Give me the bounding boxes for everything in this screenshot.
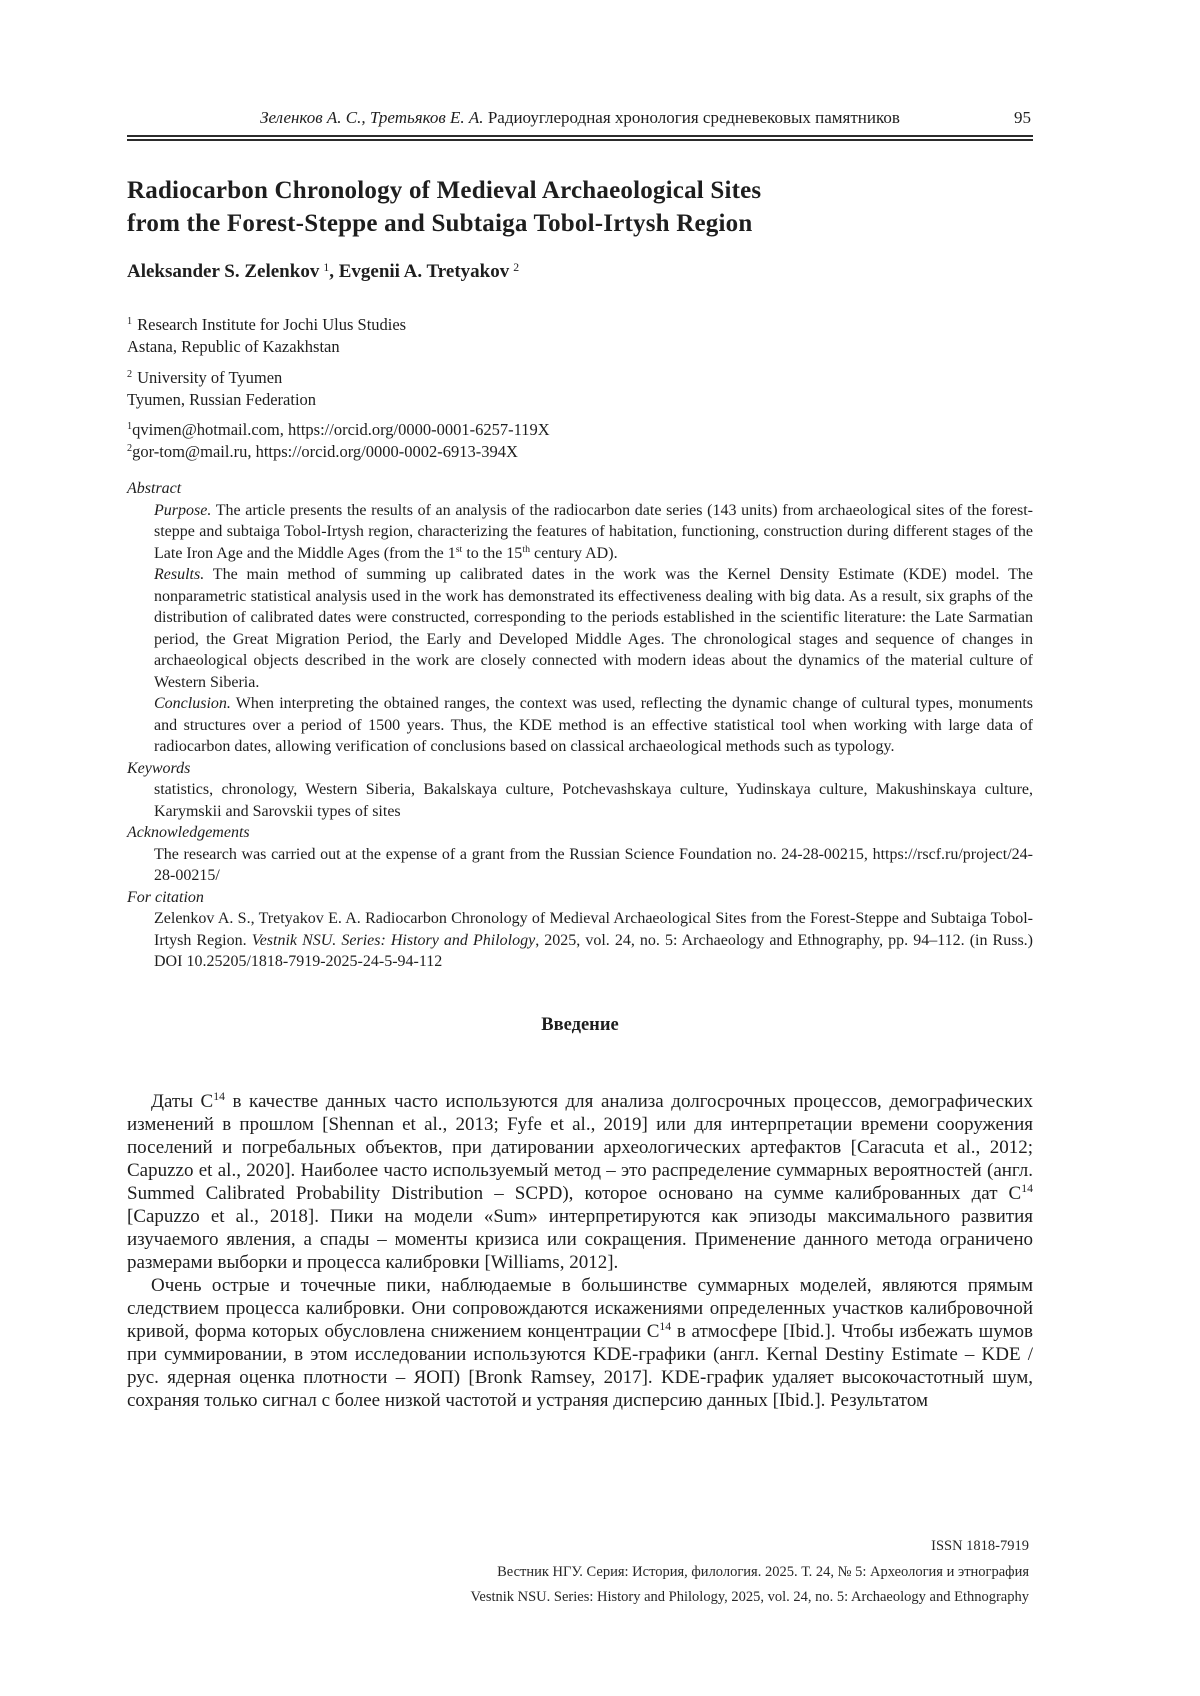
author-2-affiliation-marker: 2 xyxy=(513,260,520,274)
running-head xyxy=(127,108,1033,128)
author-1-affiliation-marker: 1 xyxy=(323,260,330,274)
affiliation-1 xyxy=(127,314,1033,358)
keywords-label: Keywords xyxy=(127,759,191,777)
contacts-block xyxy=(127,419,1033,463)
p1-text-1: Даты C xyxy=(151,1090,214,1112)
affiliation-2-place: Tyumen, Russian Federation xyxy=(127,390,317,409)
p1-text-3: [Capuzzo et al., 2018]. Пики на модели «Sum» интерпретируются как эпизоды максимального развития изучаемого явления, а спады – моменты кризиса или сокращения. Применение данного метода ограничено размерами выборки и процесса калибровки [Williams, 2012]. xyxy=(127,1205,1033,1273)
header-rule xyxy=(127,135,1033,141)
p2-text-1: Очень острые и точечные пики, наблюдаемые в большинстве суммарных моделей, являются прямым следствием процесса калибровки. Они сопровождаются искажениями определенных участков калибровочной кривой, форма которых обусловлена снижением концентрации C xyxy=(127,1274,1033,1342)
article-title xyxy=(127,174,1033,240)
contact-2 xyxy=(127,441,1033,463)
purpose-text-2: to the 15 xyxy=(462,544,523,562)
results-text: The main method of summing up calibrated dates in the work was the Kernel Density Estimate (KDE) model. The nonparametric statistical analysis used in the work has demonstrated its effectiveness dealing with big data. As a result, six graphs of the distribution of calibrated dates were constructed, corresponding to the periods established in the scientific literature: the Late Sarmatian period, the Great Migration Period, the Early and Developed Middle Ages. The chronological stages and sequence of changes in archaeological objects described in the work are closely connected with modern ideas about the dynamics of the material culture of Western Siberia. xyxy=(154,566,1033,691)
purpose-text-3: century AD). xyxy=(530,544,618,562)
c14-superscript: 14 xyxy=(213,1090,225,1104)
p2-text-2: в атмосфере [Ibid.]. Чтобы избежать шумов при суммировании, в этом исследовании используются KDE-графики (англ. Kernal Destiny Estimate – KDE / рус. ядерная оценка плотности – ЯОП) [Bronk Ramsey, 2017]. KDE-график удаляет высокочастотный шум, сохраняя только сигнал с более низкой частотой и устраняя дисперсию данных [Ibid.]. Результатом xyxy=(127,1320,1033,1411)
citation-journal-title: Vestnik NSU. Series: History and Philology xyxy=(251,931,536,949)
footer-journal-ru: Вестник НГУ. Серия: История, филология. 2025. Т. 24, № 5: Археология и этнография xyxy=(497,1563,1029,1580)
keywords-block xyxy=(154,779,1033,822)
page-footer xyxy=(127,1534,1029,1611)
affiliation-1-marker: 1 xyxy=(127,316,133,328)
ordinal-superscript-th: th xyxy=(522,544,531,556)
abstract-conclusion-paragraph xyxy=(154,693,1033,758)
footer-journal-en: Vestnik NSU. Series: History and Philology, 2025, vol. 24, no. 5: Archaeology and Ethnography xyxy=(470,1589,1029,1605)
page-content xyxy=(127,0,1033,1412)
c14-superscript: 14 xyxy=(659,1320,672,1334)
affiliation-2-org: University of Tyumen xyxy=(137,368,283,387)
citation-text-after: , 2025, vol. 24, no. 5: Archaeology and Ethnography, pp. 94–112. (in Russ.) DOI 10.25205/1818-7919-2025-24-5-94-112 xyxy=(154,931,1034,970)
abstract-purpose-paragraph xyxy=(154,500,1033,565)
abstract-label: Abstract xyxy=(127,480,182,497)
citation-label: For citation xyxy=(127,888,204,906)
p1-text-2: в качестве данных часто используются для анализа долгосрочных процессов, демографических изменений в прошлом [Shennan et al., 2013; Fyfe et al., 2019] или для интерпретации времени сооружения поселений и погребальных объектов, при датировании археологических артефактов [Caracuta et al., 2012; Capuzzo et al., 2020]. Наиболее часто используемый метод – это распределение суммарных вероятностей (англ. Summed Calibrated Probability Distribution – SCPD), которое основано на сумме калиброванных дат C xyxy=(127,1090,1033,1204)
article-title-line1: Radiocarbon Chronology of Medieval Archaeological Sites xyxy=(127,177,762,204)
acknowledgements-label: Acknowledgements xyxy=(127,824,250,841)
conclusion-label: Conclusion. xyxy=(154,695,231,712)
abstract-block xyxy=(154,500,1033,758)
authors-separator: , xyxy=(329,261,339,282)
contact-2-text: gor-tom@mail.ru, https://orcid.org/0000-0002-6913-394X xyxy=(132,442,518,461)
running-head-text xyxy=(260,108,900,127)
contact-1-marker: 1 xyxy=(127,421,133,433)
contact-2-marker: 2 xyxy=(127,443,133,455)
contact-1 xyxy=(127,419,1033,441)
results-label: Results. xyxy=(154,566,205,583)
citation-block xyxy=(154,908,1033,973)
abstract-results-paragraph xyxy=(154,564,1033,693)
c14-superscript: 14 xyxy=(1021,1182,1033,1196)
running-head-authors: Зеленков А. С., Третьяков Е. А. xyxy=(260,108,484,127)
affiliation-2-marker: 2 xyxy=(127,369,133,381)
purpose-label: Purpose. xyxy=(154,501,212,519)
purpose-text-1: The article presents the results of an analysis of the radiocarbon date series (143 units) from archaeological sites of the forest-steppe and subtaiga Tobol-Irtysh region, characterizing the features of habitation, functioning, construction during different stages of the Late Iron Age and the Middle Ages (from the 1 xyxy=(154,501,1033,562)
keywords-text: statistics, chronology, Western Siberia, Bakalskaya culture, Potchevashskaya culture, Yudinskaya culture, Makushinskaya culture, Karymskii and Sarovskii types of sites xyxy=(154,781,1033,820)
running-head-title: Радиоуглеродная хронология средневековых памятников xyxy=(483,108,900,127)
affiliation-1-org: Research Institute for Jochi Ulus Studies xyxy=(137,315,407,334)
acknowledgements-block xyxy=(154,844,1033,887)
ordinal-superscript-st: st xyxy=(455,544,463,556)
affiliation-1-place: Astana, Republic of Kazakhstan xyxy=(127,337,340,356)
authors-byline xyxy=(127,260,1033,283)
citation-text-before: Zelenkov A. S., Tretyakov E. A. Radiocarbon Chronology of Medieval Archaeological Sites from the Forest-Steppe and Subtaiga Tobol-Irtysh Region. xyxy=(154,910,1033,949)
page-number: 95 xyxy=(1014,108,1031,127)
citation-text xyxy=(154,908,1033,973)
footer-issn: ISSN 1818-7919 xyxy=(931,1538,1029,1554)
intro-paragraph-1 xyxy=(127,1090,1033,1274)
article-title-line2: from the Forest-Steppe and Subtaiga Tobol-Irtysh Region xyxy=(127,210,753,237)
conclusion-text: When interpreting the obtained ranges, the context was used, reflecting the dynamic change of cultural types, monuments and structures over a period of 1500 years. Thus, the KDE method is an effective statistical tool when working with large data of radiocarbon dates, allowing verification of conclusions based on classical archaeological methods such as typology. xyxy=(154,695,1033,755)
author-2-name: Evgenii A. Tretyakov xyxy=(338,261,510,282)
contact-1-text: qvimen@hotmail.com, https://orcid.org/0000-0001-6257-119X xyxy=(132,420,550,439)
affiliation-2 xyxy=(127,367,1033,411)
acknowledgements-text: The research was carried out at the expense of a grant from the Russian Science Foundation no. 24-28-00215, https://rscf.ru/project/24-28-00215/ xyxy=(154,845,1033,884)
intro-paragraph-2 xyxy=(127,1274,1033,1412)
introduction-heading: Введение xyxy=(541,1014,619,1035)
author-1-name: Aleksander S. Zelenkov xyxy=(127,261,320,282)
